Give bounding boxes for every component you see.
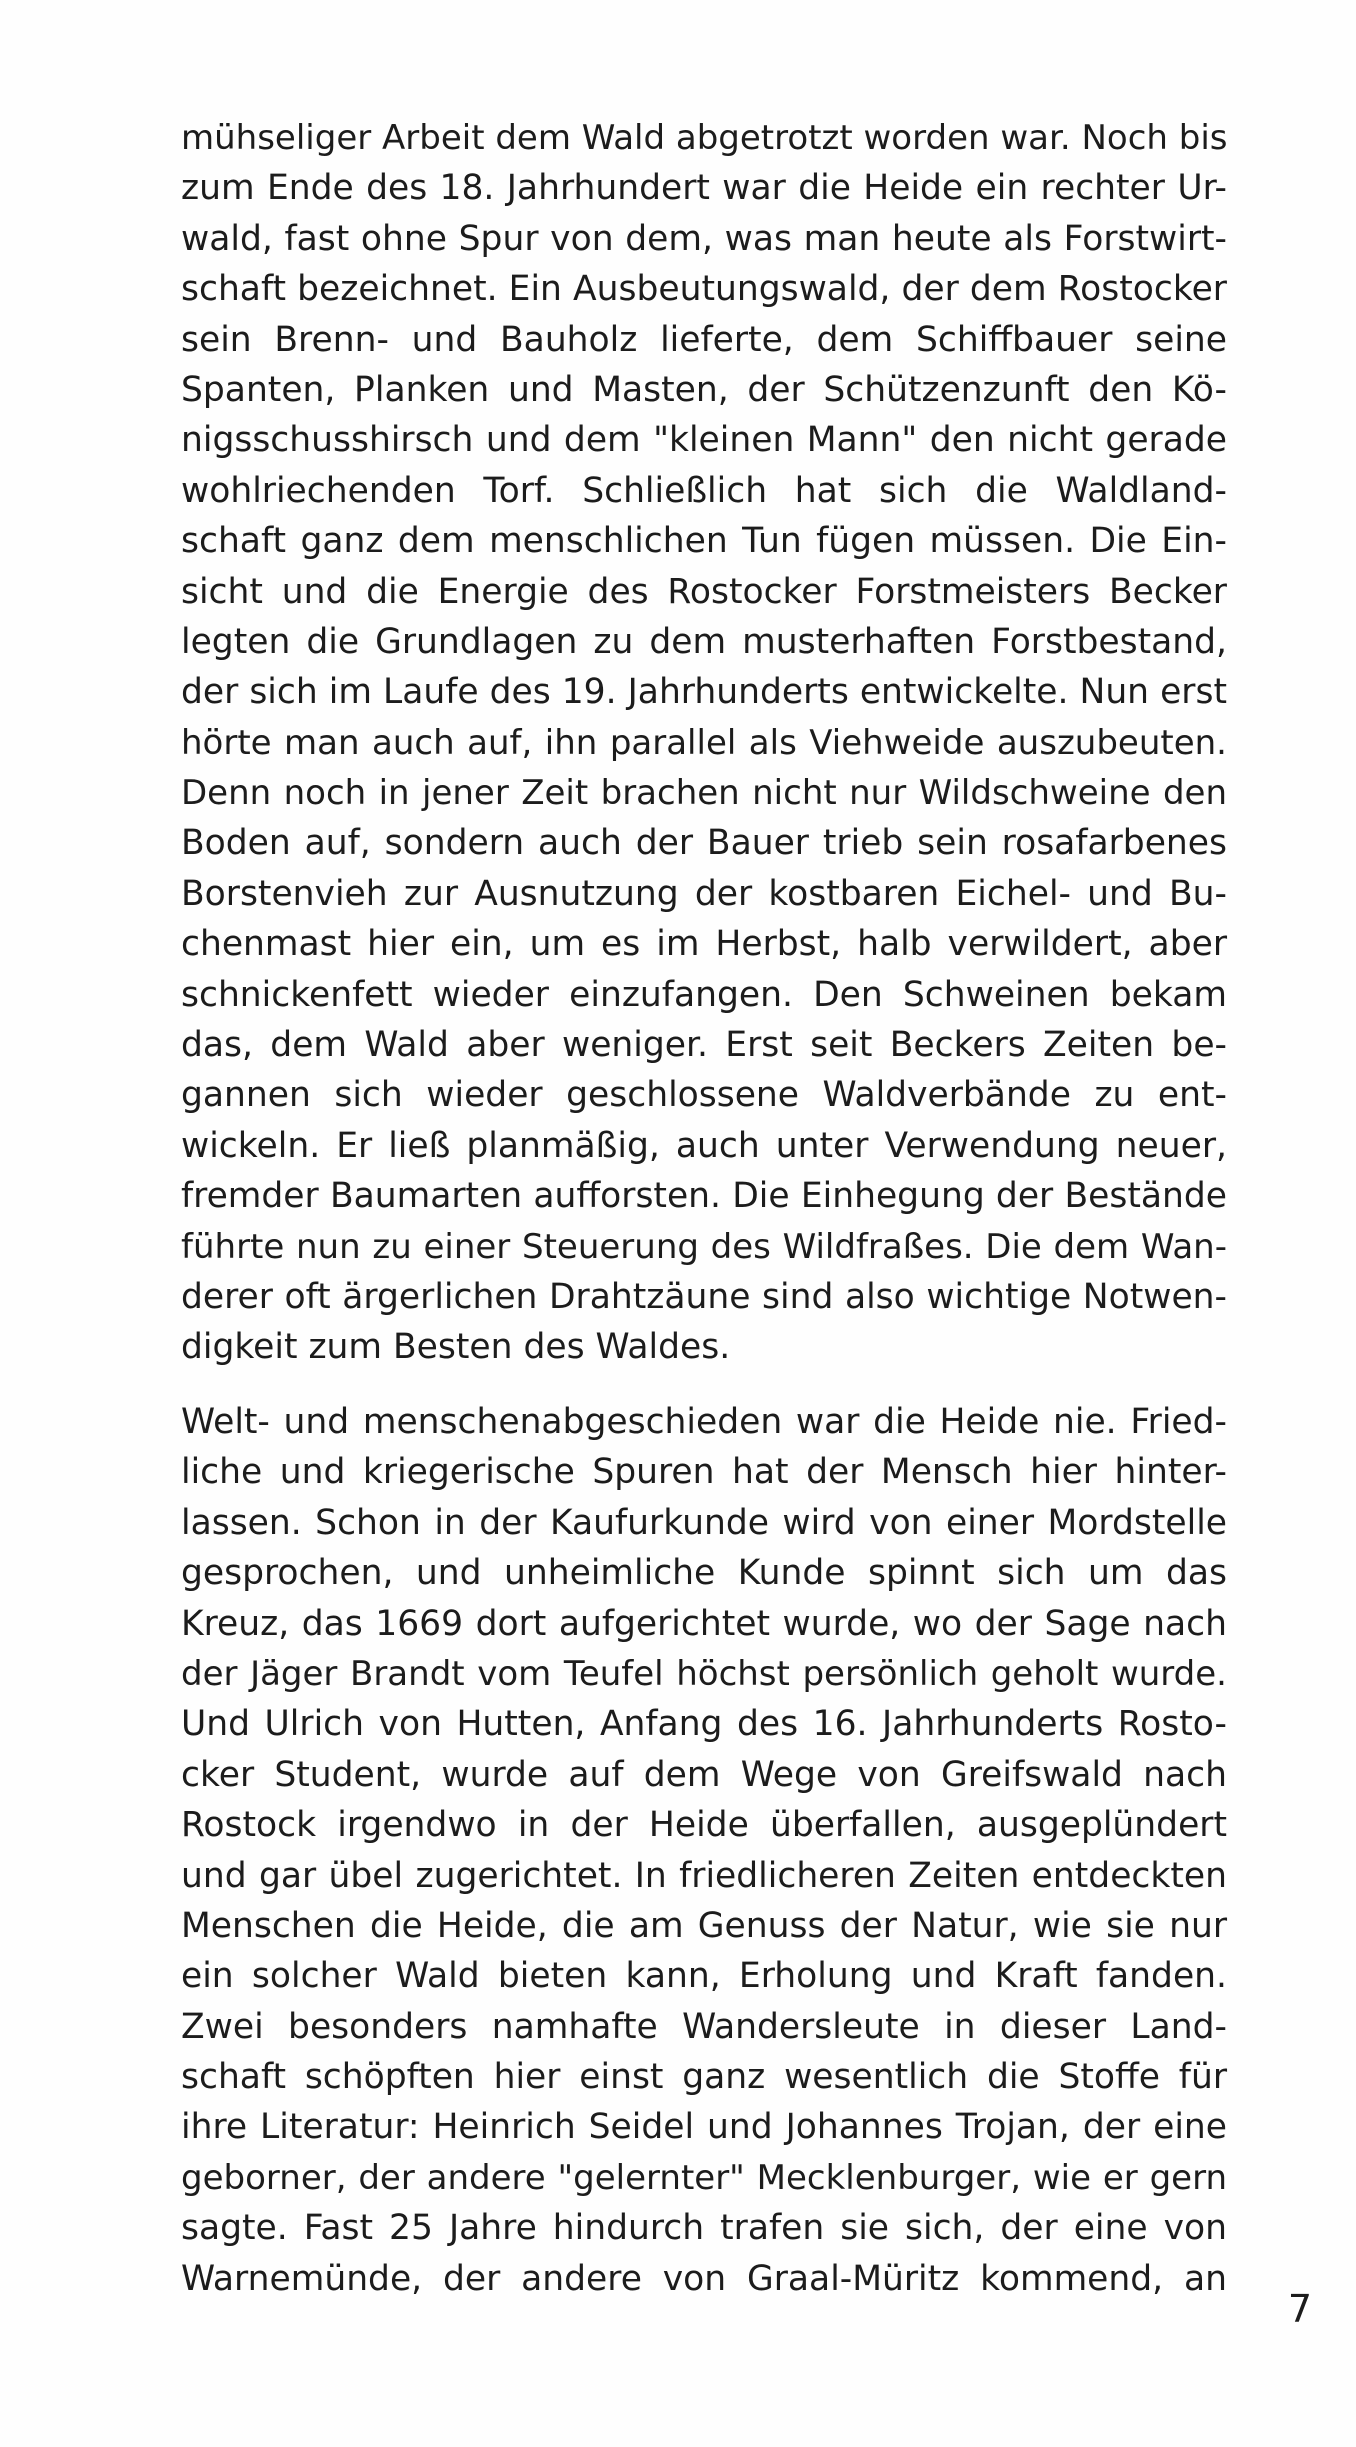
text-line: gesprochen, und unheimliche Kunde spinnt sich um das	[181, 1553, 1227, 1594]
text-line: fremder Baumarten aufforsten. Die Einhegung der Bestände	[181, 1176, 1227, 1217]
text-line: Zwei besonders namhafte Wandersleute in dieser Land-	[181, 2006, 1227, 2047]
text-line: cker Student, wurde auf dem Wege von Greifswald nach	[181, 1754, 1227, 1795]
text-line: gannen sich wieder geschlossene Waldverbände zu ent-	[181, 1075, 1227, 1116]
text-line: schaft ganz dem menschlichen Tun fügen müssen. Die Ein-	[181, 521, 1227, 562]
text-line: Warnemünde, der andere von Graal-Müritz kommend, an	[181, 2258, 1227, 2299]
text-line: Menschen die Heide, die am Genuss der Natur, wie sie nur	[181, 1905, 1227, 1946]
text-line: Borstenvieh zur Ausnutzung der kostbaren Eichel- und Bu-	[181, 873, 1227, 914]
text-line: digkeit zum Besten des Waldes.	[181, 1327, 731, 1368]
page-number: 7	[1287, 2287, 1312, 2331]
text-line: nigsschusshirsch und dem "kleinen Mann" den nicht gerade	[181, 420, 1227, 461]
text-line: mühseliger Arbeit dem Wald abgetrotzt worden war. Noch bis	[181, 118, 1228, 158]
text-line: lassen. Schon in der Kaufurkunde wird von einer Mordstelle	[181, 1502, 1227, 1543]
text-line: legten die Grundlagen zu dem musterhaften Forstbestand,	[181, 621, 1227, 662]
text-line: schaft bezeichnet. Ein Ausbeutungswald, der dem Rostocker	[181, 269, 1227, 310]
text-line: wald, fast ohne Spur von dem, was man heute als Forstwirt-	[181, 218, 1227, 259]
text-line: sagte. Fast 25 Jahre hindurch trafen sie sich, der eine von	[181, 2208, 1227, 2249]
text-line: Kreuz, das 1669 dort aufgerichtet wurde, wo der Sage nach	[181, 1603, 1227, 1644]
text-line: Spanten, Planken und Masten, der Schützenzunft den Kö-	[181, 369, 1227, 410]
text-line: chenmast hier ein, um es im Herbst, halb verwildert, aber	[181, 924, 1227, 965]
text-line: der Jäger Brandt vom Teufel höchst persönlich geholt wurde.	[181, 1653, 1227, 1694]
text-line: hörte man auch auf, ihn parallel als Viehweide auszubeuten.	[181, 722, 1227, 763]
text-line: schnickenfett wieder einzufangen. Den Schweinen bekam	[181, 974, 1227, 1015]
text-line: geborner, der andere "gelernter" Mecklenburger, wie er gern	[181, 2157, 1227, 2198]
text-line: Und Ulrich von Hutten, Anfang des 16. Jahrhunderts Rosto-	[181, 1704, 1227, 1745]
text-line: das, dem Wald aber weniger. Erst seit Beckers Zeiten be-	[181, 1025, 1227, 1066]
text-line: zum Ende des 18. Jahrhundert war die Heide ein rechter Ur-	[181, 168, 1227, 209]
text-line: sein Brenn- und Bauholz lieferte, dem Schiffbauer seine	[181, 319, 1227, 360]
text-line: ein solcher Wald bieten kann, Erholung und Kraft fanden.	[181, 1956, 1227, 1997]
text-line: sicht und die Energie des Rostocker Forstmeisters Becker	[181, 571, 1227, 612]
text-line: liche und kriegerische Spuren hat der Mensch hier hinter-	[181, 1452, 1227, 1493]
text-line: führte nun zu einer Steuerung des Wildfraßes. Die dem Wan-	[181, 1226, 1227, 1267]
text-line: derer oft ärgerlichen Drahtzäune sind also wichtige Notwen-	[181, 1276, 1227, 1317]
text-line: Rostock irgendwo in der Heide überfallen, ausgeplündert	[181, 1805, 1227, 1846]
text-line: Welt- und menschenabgeschieden war die Heide nie. Fried-	[181, 1402, 1227, 1442]
text-line: und gar übel zugerichtet. In friedlicheren Zeiten entdeckten	[181, 1855, 1227, 1896]
text-line: der sich im Laufe des 19. Jahrhunderts entwickelte. Nun erst	[181, 672, 1227, 713]
text-line: wickeln. Er ließ planmäßig, auch unter Verwendung neuer,	[181, 1125, 1227, 1166]
paragraph-1	[181, 113, 1227, 1373]
text-line: schaft schöpften hier einst ganz wesentlich die Stoffe für	[181, 2057, 1227, 2098]
text-line: Boden auf, sondern auch der Bauer trieb sein rosafarbenes	[181, 823, 1227, 864]
paragraph-2	[181, 1397, 1227, 2304]
text-line: wohlriechenden Torf. Schließlich hat sich die Waldland-	[181, 470, 1227, 511]
text-line: Denn noch in jener Zeit brachen nicht nur Wildschweine den	[181, 773, 1227, 814]
text-line: ihre Literatur: Heinrich Seidel und Johannes Trojan, der eine	[181, 2107, 1227, 2148]
